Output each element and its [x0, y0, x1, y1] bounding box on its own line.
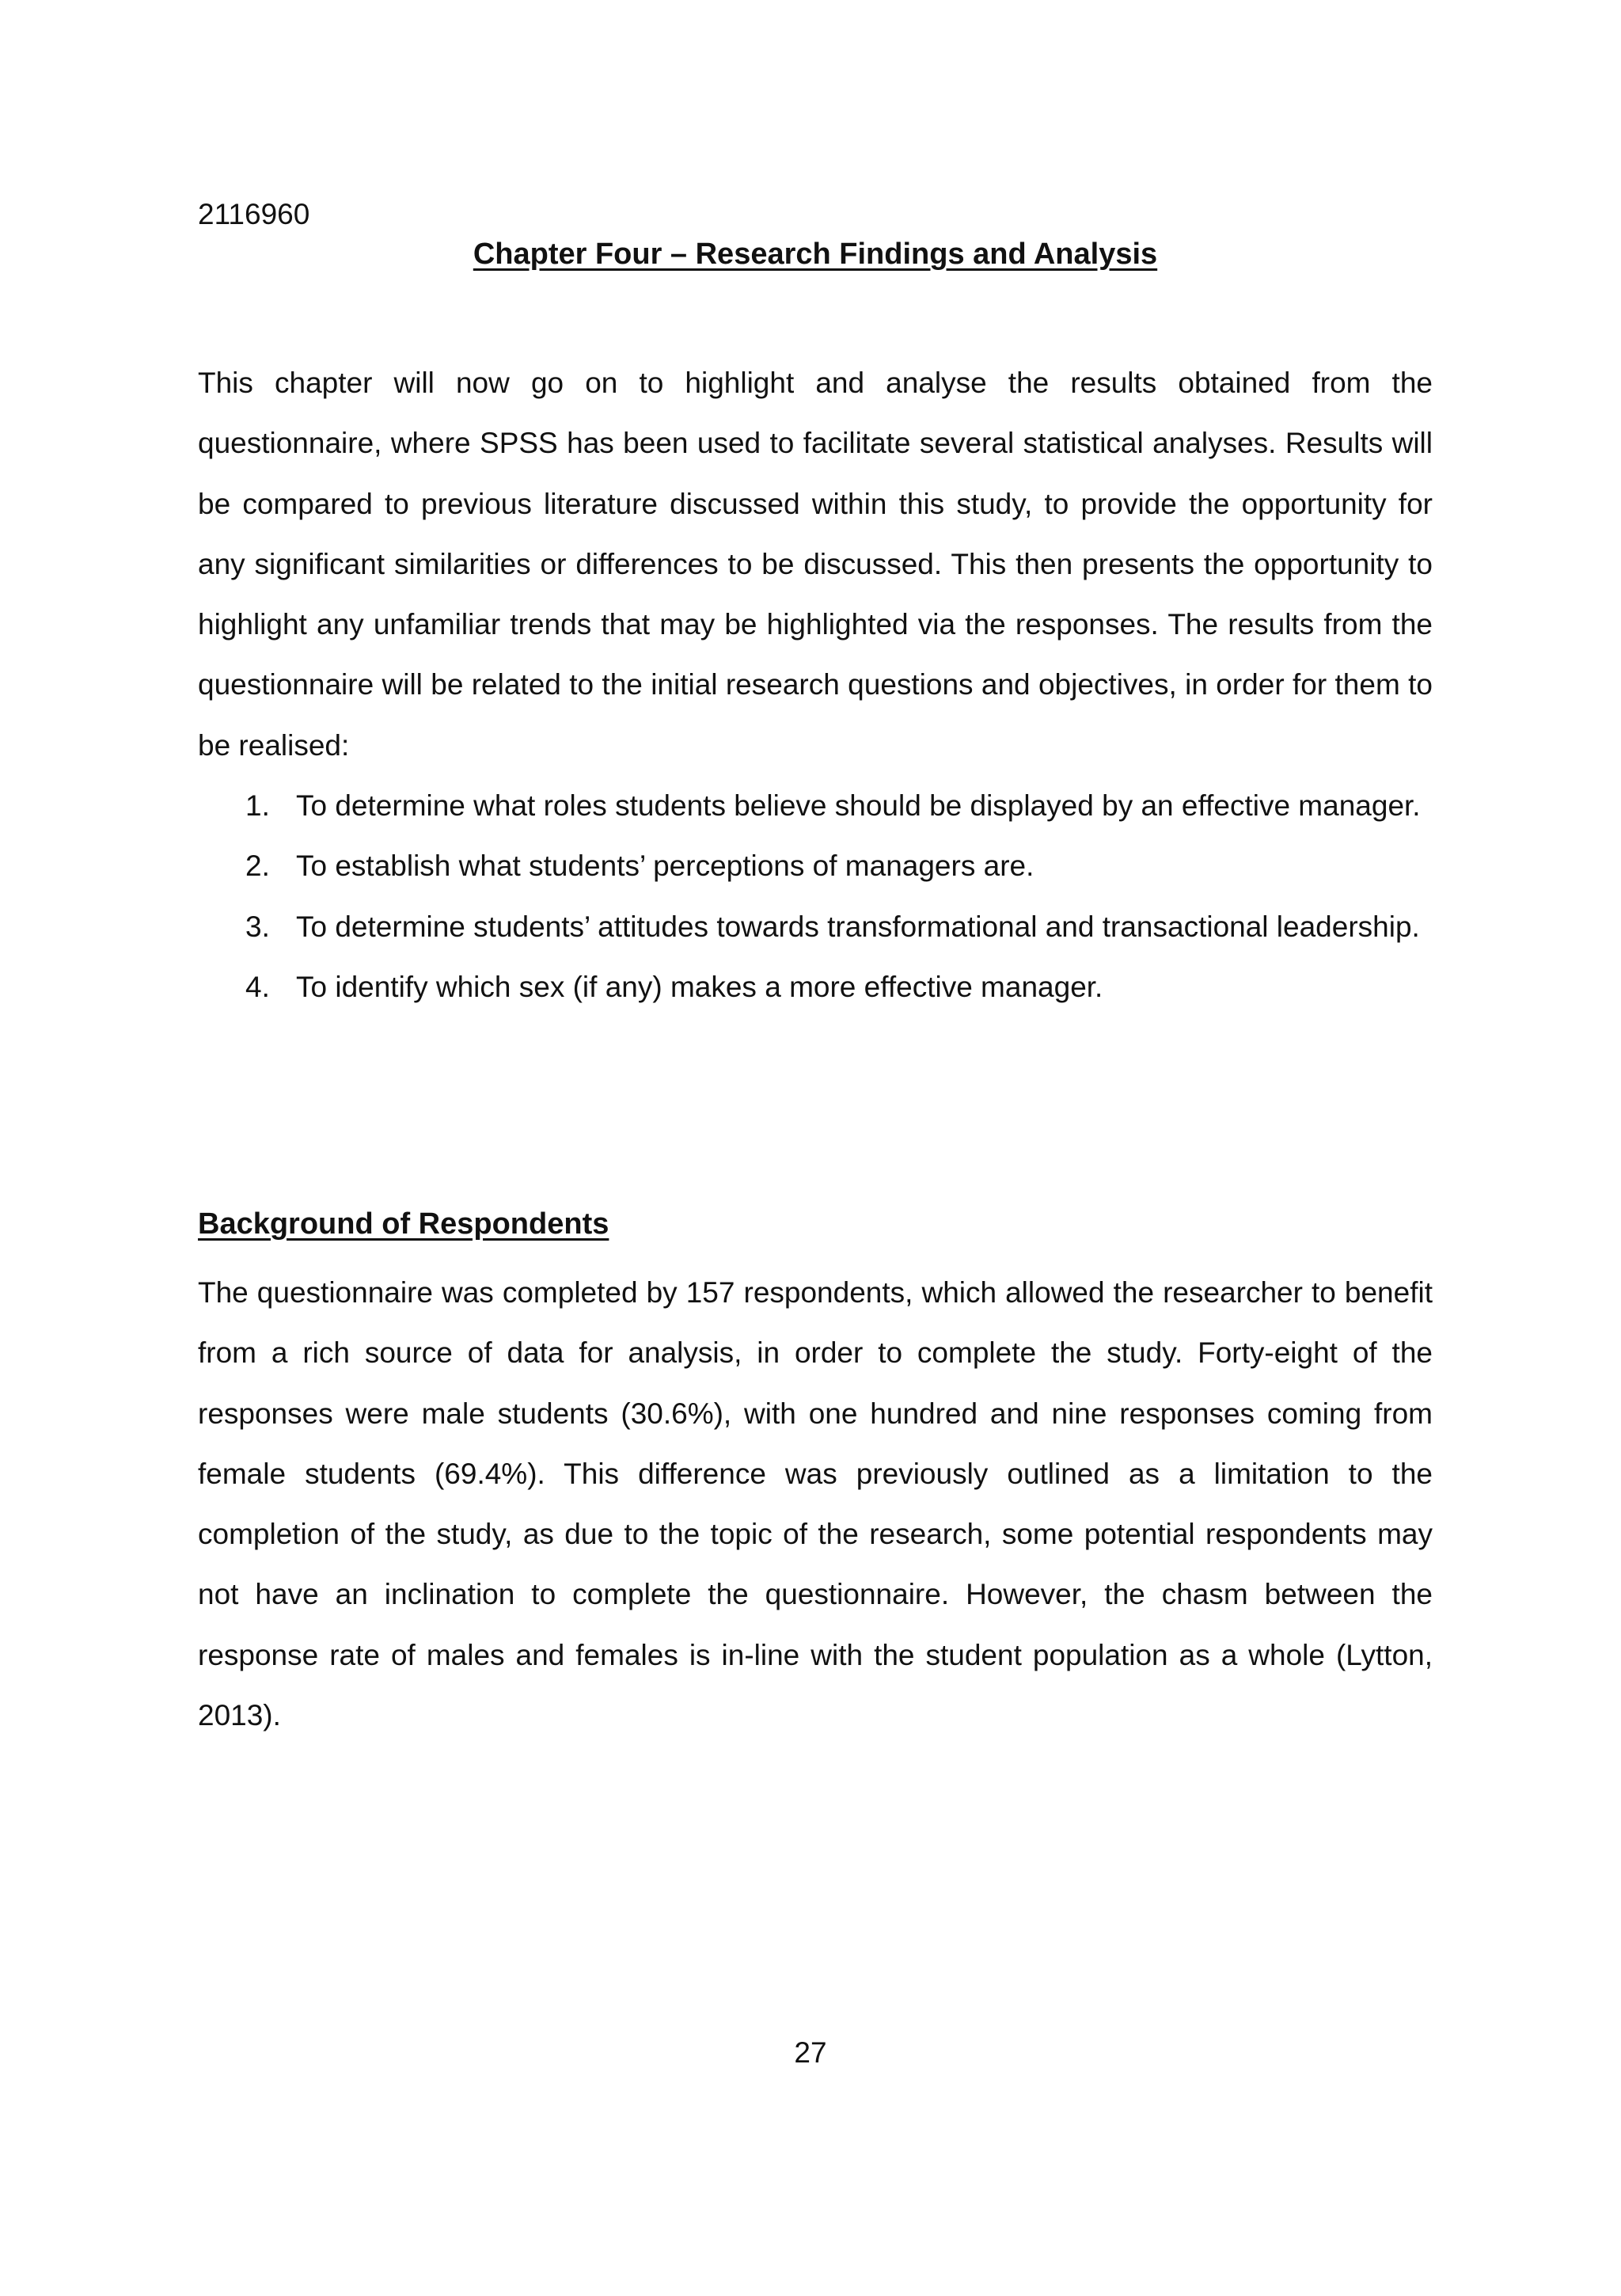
objective-number: 4.	[245, 970, 270, 1003]
page-number: 27	[794, 2036, 827, 2069]
objective-item	[198, 776, 1433, 836]
objective-number: 1.	[245, 789, 270, 822]
background-paragraph: The questionnaire was completed by 157 respondents, which allowed the researcher to benefit from a rich source of data for analysis, in order to complete the study. Forty-eight of the responses were male students (30.6%), with one hundred and nine responses coming from female students (69.4%). This difference was previously outlined as a limitation to the completion of the study, as due to the topic of the research, some potential respondents may not have an inclination to complete the questionnaire. However, the chasm between the response rate of males and females is in-line with the student population as a whole (Lytton, 2013).	[198, 1276, 1433, 1732]
objective-item	[198, 957, 1433, 1017]
objective-item	[198, 836, 1433, 896]
objectives-list	[198, 776, 1433, 1017]
objective-text: To determine students’ attitudes towards transformational and transactional leadership.	[296, 910, 1420, 943]
objective-number: 2.	[245, 850, 270, 883]
intro-paragraph: This chapter will now go on to highlight and analyse the results obtained from the questionnaire, where SPSS has been used to facilitate several statistical analyses. Results will be compared to previous literature discussed within this study, to provide the opportunity for any significant similarities or differences to be discussed. This then presents the opportunity to highlight any unfamiliar trends that may be highlighted via the responses. The results from the questionnaire will be related to the initial research questions and objectives, in order for them to be realised:	[198, 367, 1433, 762]
objective-item	[198, 897, 1433, 957]
chapter-title: Chapter Four – Research Findings and Analysis	[473, 238, 1158, 271]
objective-text: To establish what students’ perceptions of managers are.	[296, 850, 1034, 883]
objective-number: 3.	[245, 910, 270, 943]
student-id: 2116960	[198, 198, 310, 230]
objective-text: To identify which sex (if any) makes a more effective manager.	[296, 970, 1103, 1003]
section-heading-background: Background of Respondents	[198, 1207, 609, 1241]
objective-text: To determine what roles students believe should be displayed by an effective manager.	[296, 789, 1421, 822]
